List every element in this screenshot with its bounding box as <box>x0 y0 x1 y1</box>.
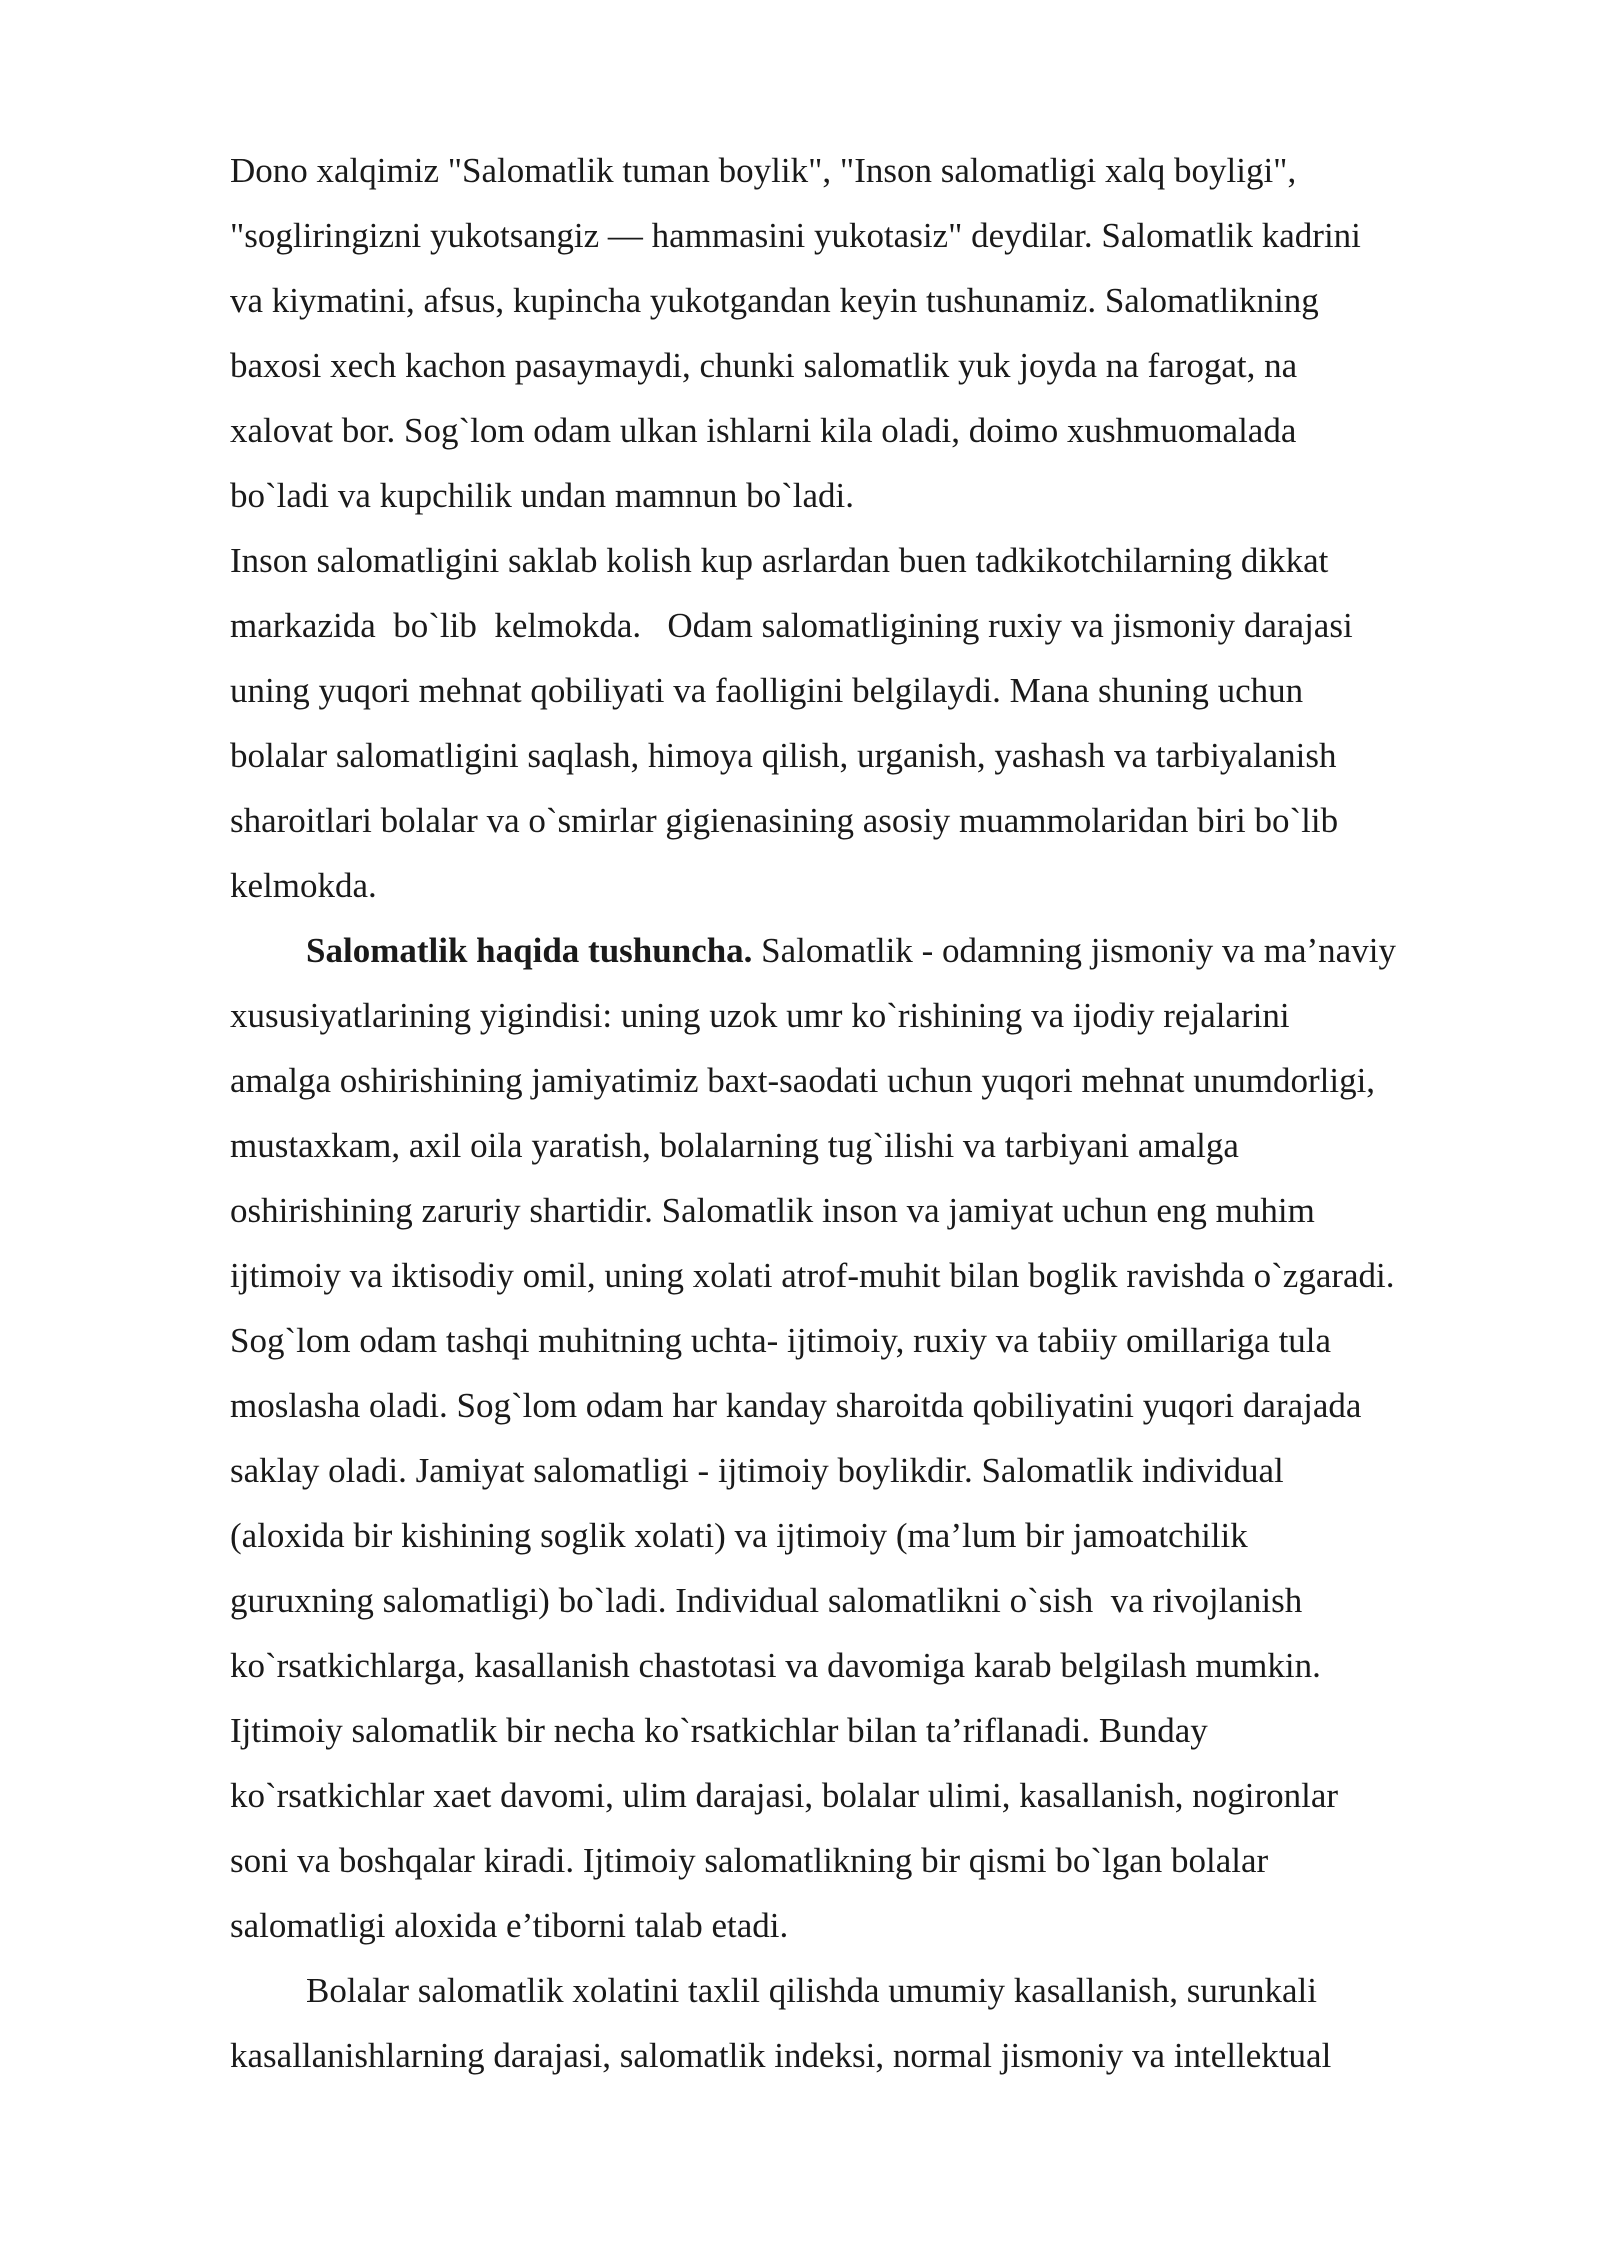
body-line: soni va boshqalar kiradi. Ijtimoiy salomatlikning bir qismi bo`lgan bolalar <box>230 1841 1269 1880</box>
body-line: ko`rsatkichlar xaet davomi, ulim darajasi, bolalar ulimi, kasallanish, nogironlar <box>230 1776 1339 1815</box>
body-line: kasallanishlarning darajasi, salomatlik indeksi, normal jismoniy va intellektual <box>230 2036 1332 2075</box>
body-line: sharoitlari bolalar va o`smirlar gigienasining asosiy muammolaridan biri bo`lib <box>230 801 1339 840</box>
body-line: xalovat bor. Sog`lom odam ulkan ishlarni kila oladi, doimo xushmuomalada <box>230 411 1297 450</box>
body-line: amalga oshirishining jamiyatimiz baxt-saodati uchun yuqori mehnat unumdorligi, <box>230 1061 1376 1100</box>
body-line: markazida bo`lib kelmokda. Odam salomatligining ruxiy va jismoniy darajasi <box>230 606 1353 645</box>
body-line: Ijtimoiy salomatlik bir necha ko`rsatkichlar bilan ta’riflanadi. Bunday <box>230 1711 1208 1750</box>
body-line: moslasha oladi. Sog`lom odam har kanday sharoitda qobiliyatini yuqori darajada <box>230 1386 1362 1425</box>
body-line: Bolalar salomatlik xolatini taxlil qilishda umumiy kasallanish, surunkali <box>306 1971 1317 2010</box>
body-line: uning yuqori mehnat qobiliyati va faolligini belgilaydi. Mana shuning uchun <box>230 671 1304 710</box>
body-line: mustaxkam, axil oila yaratish, bolalarning tug`ilishi va tarbiyani amalga <box>230 1126 1239 1165</box>
body-line: Sog`lom odam tashqi muhitning uchta- ijtimoiy, ruxiy va tabiiy omillariga tula <box>230 1321 1332 1360</box>
body-line: kelmokda. <box>230 866 377 905</box>
body-line: ijtimoiy va iktisodiy omil, uning xolati atrof-muhit bilan boglik ravishda o`zgaradi. <box>230 1256 1395 1295</box>
section-heading: Salomatlik haqida tushuncha. <box>306 931 753 970</box>
body-line: salomatligi aloxida e’tiborni talab etadi. <box>230 1906 789 1945</box>
body-line: bo`ladi va kupchilik undan mamnun bo`ladi. <box>230 476 855 515</box>
body-line: saklay oladi. Jamiyat salomatligi - ijtimoiy boylikdir. Salomatlik individual <box>230 1451 1284 1490</box>
body-line: oshirishining zaruriy shartidir. Salomatlik inson va jamiyat uchun eng muhim <box>230 1191 1315 1230</box>
body-line: baxosi xech kachon pasaymaydi, chunki salomatlik yuk joyda na farogat, na <box>230 346 1298 385</box>
section-first-line <box>306 931 1396 971</box>
body-line: Dono xalqimiz "Salomatlik tuman boylik", "Inson salomatligi xalq boyligi", <box>230 151 1297 190</box>
body-line: va kiymatini, afsus, kupincha yukotgandan keyin tushunamiz. Salomatlikning <box>230 281 1319 320</box>
body-line: (aloxida bir kishining soglik xolati) va ijtimoiy (ma’lum bir jamoatchilik <box>230 1516 1248 1555</box>
body-line: bolalar salomatligini saqlash, himoya qilish, urganish, yashash va tarbiyalanish <box>230 736 1337 775</box>
body-line: ko`rsatkichlarga, kasallanish chastotasi va davomiga karab belgilash mumkin. <box>230 1646 1321 1685</box>
body-line: xususiyatlarining yigindisi: uning uzok umr ko`rishining va ijodiy rejalarini <box>230 996 1290 1035</box>
body-line: guruxning salomatligi) bo`ladi. Individual salomatlikni o`sish va rivojlanish <box>230 1581 1303 1620</box>
body-line: "sogliringizni yukotsangiz — hammasini yukotasiz" deydilar. Salomatlik kadrini <box>230 216 1361 255</box>
section-heading-tail: Salomatlik - odamning jismoniy va ma’naviy <box>752 931 1396 970</box>
body-line: Inson salomatligini saklab kolish kup asrlardan buen tadkikotchilarning dikkat <box>230 541 1329 580</box>
